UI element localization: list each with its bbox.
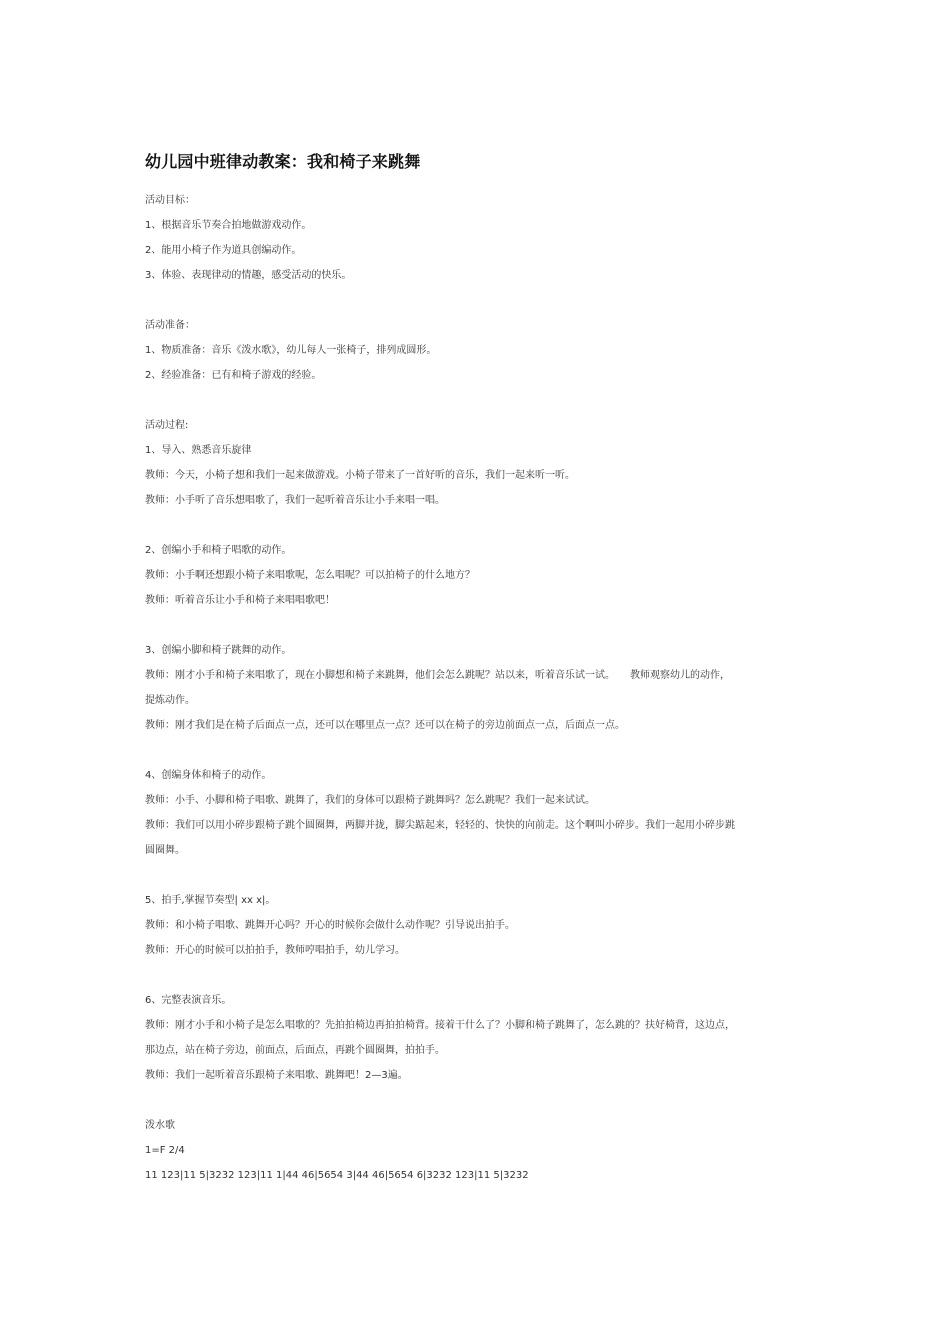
song-name: 泼水歌	[145, 1120, 175, 1131]
document-title: 幼儿园中班律动教案：我和椅子来跳舞	[145, 152, 421, 171]
goal-item: 2、能用小椅子作为道具创编动作。	[145, 245, 302, 256]
process-heading: 活动过程:	[145, 420, 189, 431]
step6-line: 那边点，站在椅子旁边，前面点，后面点，再跳个圆圈舞，拍拍手。	[145, 1045, 445, 1056]
step1-line: 教师：小手听了音乐想唱歌了，我们一起听着音乐让小手来唱一唱。	[145, 495, 445, 506]
step2-title: 2、创编小手和椅子唱歌的动作。	[145, 545, 292, 556]
step5-line: 教师：开心的时候可以拍拍手，教师哼唱拍手，幼儿学习。	[145, 945, 405, 956]
step6-line: 教师：我们一起听着音乐跟椅子来唱歌、跳舞吧！2—3遍。	[145, 1070, 408, 1081]
goal-item: 3、体验、表现律动的情趣，感受活动的快乐。	[145, 270, 352, 281]
goal-item: 1、根据音乐节奏合拍地做游戏动作。	[145, 220, 312, 231]
goals-heading: 活动目标：	[145, 195, 195, 206]
step5-line: 教师：和小椅子唱歌、跳舞开心吗？开心的时候你会做什么动作呢？引导说出拍手。	[145, 920, 515, 931]
step3-line: 教师：刚才小手和椅子来唱歌了，现在小脚想和椅子来跳舞，他们会怎么跳呢？站以来，听着音乐试一试。 教师观察幼儿的动作，	[145, 670, 730, 681]
preparation-heading: 活动准备：	[145, 320, 195, 331]
step4-title: 4、创编身体和椅子的动作。	[145, 770, 272, 781]
step3-title: 3、创编小脚和椅子跳舞的动作。	[145, 645, 292, 656]
step3-line: 教师：刚才我们是在椅子后面点一点，还可以在哪里点一点？还可以在椅子的旁边前面点一点，后面点一点。	[145, 720, 625, 731]
step3-line: 提炼动作。	[145, 695, 195, 706]
step6-line: 教师：刚才小手和小椅子是怎么唱歌的？先拍拍椅边再拍拍椅背。接着干什么了？小脚和椅子跳舞了，怎么跳的？扶好椅背，这边点，	[145, 1020, 735, 1031]
step1-title: 1、导入、熟悉音乐旋律	[145, 445, 252, 456]
step6-title: 6、完整表演音乐。	[145, 995, 232, 1006]
document-body	[145, 150, 810, 1188]
step2-line: 教师：小手啊还想跟小椅子来唱歌呢，怎么唱呢？可以拍椅子的什么地方？	[145, 570, 475, 581]
song-notation: 11 123|11 5|3232 123|11 1|44 46|5654 3|44 46|5654 6|3232 123|11 5|3232	[145, 1170, 529, 1181]
step4-line: 教师：我们可以用小碎步跟椅子跳个圆圈舞，两脚并拢，脚尖踮起来，轻轻的、快快的向前走。这个啊叫小碎步。我们一起用小碎步跳	[145, 820, 735, 831]
step4-line: 教师：小手、小脚和椅子唱歌、跳舞了，我们的身体可以跟椅子跳舞吗？怎么跳呢？我们一起来试试。	[145, 795, 595, 806]
step4-line: 圆圈舞。	[145, 845, 185, 856]
step2-line: 教师：听着音乐让小手和椅子来唱唱歌吧！	[145, 595, 335, 606]
song-key: 1=F 2/4	[145, 1145, 185, 1156]
step5-title: 5、拍手,掌握节奏型| xx x|。	[145, 895, 276, 906]
step1-line: 教师：今天，小椅子想和我们一起来做游戏。小椅子带来了一首好听的音乐，我们一起来听一听。	[145, 470, 575, 481]
preparation-item: 2、经验准备：已有和椅子游戏的经验。	[145, 370, 322, 381]
preparation-item: 1、物质准备：音乐《泼水歌》，幼儿每人一张椅子，排列成圆形。	[145, 345, 437, 356]
